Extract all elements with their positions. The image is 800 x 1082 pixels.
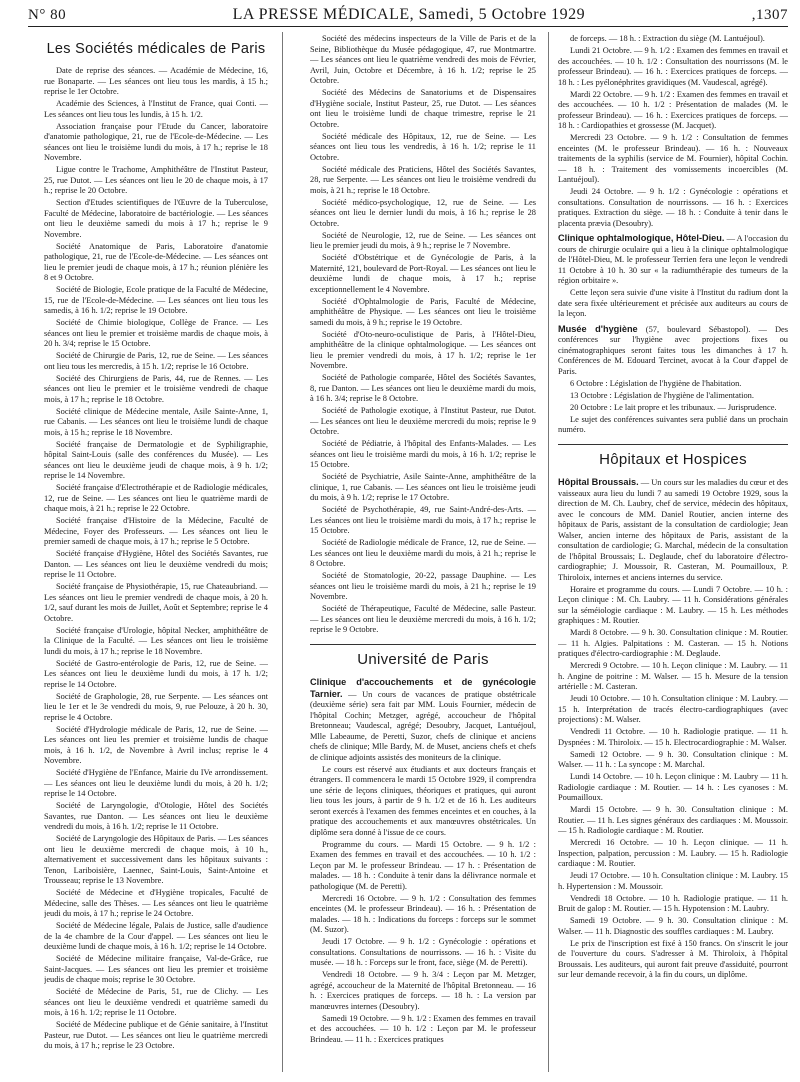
tarnier-heading: Clinique d'accouchements et de gynécologie Tarnier. (310, 677, 536, 699)
ophtalmo-text: — A l'occasion du cours de chirurgie oculaire qui a lieu à la clinique ophtalmologique de l'Hôtel-Dieu, M. le professeur Terrien fera une leçon le vendredi 11 Octobre à 10 h. 30 sur « la radiumthérapie des tumeurs de la région orbitaire ». (558, 234, 788, 285)
paragraph: Société de Thérapeutique, Faculté de Médecine, salle Pasteur. — Les séances ont lieu le deuxième mercredi du mois, à 16 h. 1/2; reprise le 9 Octobre. (310, 604, 536, 634)
paragraph: Société française d'Electrothérapie et de Radiologie médicales, 12, rue de Seine. — Les séances ont lieu le quatrième mardi de chaque mois, à 21 h.; reprise le 22 Octobre. (44, 483, 268, 514)
paragraph: Mercredi 9 Octobre. — 10 h. Leçon clinique : M. Laubry. — 11 h. Angine de poitrine : M. Walser. — 15 h. Mesure de la tension artérielle : M. Casteran. (558, 661, 788, 692)
paragraph: Vendredi 18 Octobre. — 9 h. 3/4 : Leçon par M. Metzger, agrégé, accoucheur de la Maternité de l'hôpital Bretonneau. — 16 h. : Exercices pratiques de forceps. — 18 h. : La version par manœuvres internes (Desoubry). (310, 970, 536, 1011)
paragraph: Société médicale des Hôpitaux, 12, rue de Seine. — Les séances ont lieu tous les vendredis, à 16 h. 1/2; reprise le 11 Octobre. (310, 131, 536, 162)
paragraph: Vendredi 11 Octobre. — 10 h. Radiologie pratique. — 11 h. Dyspnées : M. Thiroloix. — 15 h. Electrocardiographie : M. Walser. (558, 727, 788, 747)
paragraph: Jeudi 17 Octobre. — 10 h. Consultation clinique : M. Laubry. 15 h. Hypertension : M. Moussoir. (558, 871, 788, 891)
paragraph: Société de Psychothérapie, 49, rue Saint-André-des-Arts. — Les séances ont lieu le troisième mardi du mois, à 17 h.; reprise le 15 Octobre. (310, 505, 536, 535)
paragraph: Société française de Dermatologie et de Syphiligraphie, hôpital Saint-Louis (salle des conférences du Musée). — Les séances ont lieu le deuxième jeudi de chaque mois, à 9 h. 1/2; reprise le 14 Novembre. (44, 439, 268, 481)
page-number: ,1307 (751, 6, 788, 23)
paragraph: Mercredi 16 Octobre. — 9 h. 1/2 : Consultation des femmes enceintes (M. le professeur Brindeau). — 16 h. : Présentation de malades. — 18 h. : Indications du forceps : forceps sur le sommet (M. Suzor). (310, 893, 536, 935)
broussais-text: — Un cours sur les maladies du cœur et des vaisseaux aura lieu du lundi 7 au samedi 19 Octobre 1929, sous la direction de M. Ch. Laubry, chef de service, médecin des hôpitaux, avec le concours de MM. Daniel Routier, ancien interne des hôpitaux de Paris, assistant de la consultation de cardiologie; Jean Walser, ancien interne des hôpitaux de Paris, assistant de la consultation de cardiologie; G. Marchal, médecin de la consultation de l'hôpital Broussais; L. Deglaude, chef du laboratoire d'électro-cardiographie; J. Moussoir, R. Casteran, M. Poumailloux, P. Thiroloix, internes et anciens internes du service. (558, 478, 788, 582)
societes-list (44, 66, 268, 1052)
section-heading-universite: Université de Paris (357, 650, 489, 668)
paragraph: Section d'Etudes scientifiques de l'Œuvre de la Tuberculose, Faculté de Médecine, laboratoire de bactériologie. — Les séances ont lieu le deuxième samedi du mois à 17 h.; reprise le 9 Novembre. (44, 198, 268, 239)
paragraph: Société française d'Histoire de la Médecine, Faculté de Médecine, Foyer des Professeurs. — Les séances ont lieu le premier samedi de chaque mois, à 17 h.; reprise le 5 Octobre. (44, 516, 268, 547)
paragraph: Société française de Physiothérapie, 15, rue Chateaubriand. — Les séances ont lieu le premier vendredi de chaque mois, à 20 h. 1/2, sauf durant les mois de Juillet, Août et Septembre; reprise le 4 Octobre. (44, 582, 268, 623)
paragraph: Samedi 19 Octobre. — 9 h. 1/2 : Examen des femmes en travail et des accouchées. — 10 h. 1/2 : Leçon par M. le professeur Brindeau. — 11 h. : Exercices pratiques (310, 1013, 536, 1044)
paragraph: Le cours est réservé aux étudiants et aux docteurs français et étrangers. Il commencera le mardi 15 Octobre 1929, il comprendra une série de leçons cliniques, théoriques et pratiques, qui auront lieu tous les jours, à partir de 9 h. 1/2 et de 16 h. Les auditeurs seront exercés à l'examen des femmes enceintes et en couches, à la pratique des accouchements et aux manœuvres obstétricales. Un diplôme sera donné à l'issue de ce cours. (310, 764, 536, 837)
paragraph: Mardi 8 Octobre. — 9 h. 30. Consultation clinique : M. Routier. — 11 h. Algies. Palpitations : M. Casteran. — 15 h. Notions pratiques d'électro-cardiographie : M. Deglaude. (558, 628, 788, 659)
musee-text: (57, boulevard Sébastopol). — Des conférences sur l'hygiène avec projections fixes ou cinématographiques seront faites tous les dimanches à 17 h. Conférences de M. Edouard Tercinet, avocat à la Cour d'appel de Paris. (558, 324, 788, 376)
tarnier-notice (310, 677, 536, 763)
paragraph: Société de Pédiatrie, à l'hôpital des Enfants-Malades. — Les séances ont lieu le troisième mardi du mois, à 16 h. 1/2; reprise le 15 Octobre. (310, 439, 536, 469)
paragraph: Société de Médecine publique et de Génie sanitaire, à l'Institut Pasteur, rue Dutot. — Les séances ont lieu le quatrième mercredi du mois, à 17 h.; reprise le 23 Octobre. (44, 1020, 268, 1051)
broussais-program (558, 585, 788, 981)
paragraph: Société de Radiologie médicale de France, 12, rue de Seine. — Les séances ont lieu le deuxième mardi du mois, à 21 h.; reprise le 8 Octobre. (310, 538, 536, 568)
paragraph: Société de Chimie biologique, Collège de France. — Les séances ont lieu le premier et troisième mardis de chaque mois, à 20 h. 3/4; reprise le 15 Octobre. (44, 318, 268, 349)
paragraph: Le prix de l'inscription est fixé à 150 francs. On s'inscrit le jour de l'ouverture du cours. S'adresser à M. Thiroloix, à l'hôpital Broussais. Les auditeurs, qui auront fait preuve d'assiduité, pourront sur leur demande recevoir, à la fin du cours, un diplôme. (558, 938, 788, 980)
section-heading-hopitaux: Hôpitaux et Hospices (599, 450, 747, 468)
paragraph: Société de Médecine de Paris, 51, rue de Clichy. — Les séances ont lieu le deuxième vendredi et quatrième samedi du mois, à 16 h. 1/2; reprise le 11 Octobre. (44, 987, 268, 1018)
paragraph: Jeudi 17 Octobre. — 9 h. 1/2 : Gynécologie : opérations et consultations. Consultations de nourrissons. — 16 h. : Visite du musée. — 18 h. : Forceps sur le front, face, siège (M. de Peretti). (310, 937, 536, 968)
paragraph: Société de Médecine militaire française, Val-de-Grâce, rue Saint-Jacques. — Les séances ont lieu les premier et troisième jeudis de chaque mois; reprise le 30 Octobre. (44, 954, 268, 985)
broussais-heading: Hôpital Broussais. (558, 477, 639, 488)
musee-notice (558, 324, 788, 378)
ophtalmo-notice (558, 233, 788, 287)
column-3 (558, 34, 788, 1074)
societes-list-continued (310, 34, 536, 636)
paragraph: Société de Biologie, Ecole pratique de la Faculté de Médecine, 15, rue de l'Ecole-de-Médecine. — Les séances ont lieu tous les samedis, à 16 h. 1/2; reprise le 19 Octobre. (44, 285, 268, 316)
paragraph: Société Anatomique de Paris, Laboratoire d'anatomie pathologique, 21, rue de l'Ecole-de-Médecine. — Les séances ont lieu le premier jeudi de chaque mois, à 17 h.; réunion plénière les 8 et 9 Octobre. (44, 241, 268, 283)
paragraph: Mardi 15 Octobre. — 9 h. 30. Consultation clinique : M. Routier. — 11 h. Les signes généraux des cardiaques : M. Moussoir. — 15 h. Radiologie cardiaque : M. Routier. (558, 805, 788, 836)
paragraph: Samedi 12 Octobre. — 9 h. 30. Consultation clinique : M. Walser. — 11 h. : La syncope : M. Marchal. (558, 749, 788, 770)
paragraph: Jeudi 10 Octobre. — 10 h. Consultation clinique : M. Laubry. — 15 h. Interprétation de tracés électro-cardiographiques (avec projections) : M. Walser. (558, 694, 788, 725)
paragraph: Association française pour l'Etude du Cancer, laboratoire d'anatomie pathologique, 21, rue de l'Ecole-de-Médecine. — Les séances ont lieu le troisième lundi du mois, à 17 h.; reprise le 18 Novembre. (44, 121, 268, 163)
issue-number: N° 80 (28, 6, 67, 23)
paragraph: Vendredi 18 Octobre. — 10 h. Radiologie pratique. — 11 h. Bruit de galop : M. Routier. — 15 h. Hypotension : M. Laubry. (558, 893, 788, 914)
paragraph: Société de Laryngologie, d'Otologie, Hôtel des Sociétés Savantes, rue Danton. — Les séances ont lieu le deuxième vendredi du mois, à 16 h. 1/2; reprise le 11 Octobre. (44, 801, 268, 832)
paragraph: Société de Neurologie, 12, rue de Seine. — Les séances ont lieu le premier jeudi du mois, à 9 h.; reprise le 7 Novembre. (310, 230, 536, 250)
column-divider (282, 32, 283, 1072)
paragraph: Société française d'Urologie, hôpital Necker, amphithéâtre de la Clinique de la Faculté. — Les séances ont lieu le troisième lundi du mois, à 17 h.; reprise le 18 Novembre. (44, 625, 268, 656)
ophtalmo-heading: Clinique ophtalmologique, Hôtel-Dieu. (558, 233, 725, 243)
paragraph: Société médico-psychologique, 12, rue de Seine. — Les séances ont lieu le dernier lundi du mois, à 16 h.; reprise le 28 Octobre. (310, 197, 536, 228)
paragraph: Mardi 22 Octobre. — 9 h. 1/2 : Examen des femmes en travail et des accouchées. — 10 h. 1/2 : Présentation de malades (M. le professeur Brindeau). — 16 h. : Exercices pratiques de forceps. — 18 h. : Cardiopathies et grossesse (M. Jacquet). (558, 89, 788, 130)
paragraph: Société de Graphologie, 28, rue Serpente. — Les séances ont lieu le 1er et le 3e vendredi du mois, 9, rue Pelouze, à 20 h. 30, reprise le 4 Octobre. (44, 691, 268, 722)
section-divider (310, 644, 536, 645)
paragraph: Société médicale des Praticiens, Hôtel des Sociétés Savantes, 28, rue Serpente. — Les séances ont lieu le troisième vendredi du mois, à 21 h.; reprise le 18 Octobre. (310, 164, 536, 195)
column-divider (548, 32, 549, 1072)
paragraph: Ligue contre le Trachome, Amphithéâtre de l'Institut Pasteur, 25, rue Dutot. — Les séances ont lieu le 20 de chaque mois, à 17 h.; reprise le 20 Octobre. (44, 165, 268, 196)
paragraph: Samedi 19 Octobre. — 9 h. 30. Consultation clinique : M. Walser. — 11 h. Diagnostic des souffles cardiaques : M. Laubry. (558, 916, 788, 936)
journal-title: LA PRESSE MÉDICALE, Samedi, 5 Octobre 1929 (232, 6, 586, 23)
paragraph: Société de Psychiatrie, Asile Sainte-Anne, amphithéâtre de la clinique, 1, rue Cabanis. — Les séances ont lieu le troisième jeudi du mois, à 9 h. 1/2; reprise le 17 Octobre. (310, 472, 536, 502)
paragraph: Programme du cours. — Mardi 15 Octobre. — 9 h. 1/2 : Examen des femmes en travail et des accouchées. — 10 h. 1/2 : Leçon par M. le professeur Brindeau. — 17 h. : Présentation de malades. — 18 h. : Conduite à tenir dans la délivrance normale et pathologique (M. de Peretti). (310, 839, 536, 891)
paragraph: 20 Octobre : Le lait propre et les tribunaux. — Jurisprudence. (570, 402, 777, 412)
paragraph: Société d'Oto-neuro-oculistique de Paris, à l'Hôtel-Dieu, amphithéâtre de la clinique ophtalmologique. — Les séances ont lieu le premier vendredi du mois, à 17 h. 1/2; reprise le 1er Novembre. (310, 329, 536, 370)
paragraph: Le sujet des conférences suivantes sera publié dans un prochain numéro. (558, 414, 788, 434)
tarnier-text: — Un cours de vacances de pratique obstétricale (deuxième série) sera fait par MM. Louis Fournier, médecin de l'hôpital Cochin; Metzger, agrégé, accoucheur de l'hôpital Bretonneau; Vaudescal, agrégé; Desoubry, Jacquet, Lantuéjoul, Mlle Labeaume, de Peretti, Suzor, chefs de clinique et anciens chefs de clinique; Mlle Bardy, M. de Muset, anciens chefs et chefs de clinique adjoints assistés des moniteurs de la clinique. (310, 689, 536, 762)
paragraph: Société de Chirurgie de Paris, 12, rue de Seine. — Les séances ont lieu tous les mercredis, à 15 h. 1/2; reprise le 16 Octobre. (44, 351, 268, 371)
paragraph: 13 Octobre : Législation de l'hygiène de l'alimentation. (570, 390, 754, 400)
column-1 (44, 34, 268, 1074)
paragraph: Lundi 14 Octobre. — 10 h. Leçon clinique : M. Laubry — 11 h. Radiologie cardiaque : M. Routier. — 14 h. : Les cyanoses : M. Poumailloux. (558, 772, 788, 803)
paragraph: Société des médecins inspecteurs de la Ville de Paris et de la Seine, Bibliothèque du Musée pédagogique, 47, rue Montmartre. — Les séances ont lieu le quatrième vendredi des mois de Février, Avril, Juin, Octobre et Décembre, à 16 h. 1/2; reprise le 25 Octobre. (310, 34, 536, 85)
paragraph: Société d'Hygiène de l'Enfance, Mairie du IVe arrondissement. — Les séances ont lieu le deuxième lundi du mois, à 20 h. 1/2; reprise le 14 Octobre. (44, 768, 268, 799)
broussais-notice (558, 477, 788, 583)
section-heading-societes: Les Sociétés médicales de Paris (46, 41, 266, 57)
paragraph: 6 Octobre : Législation de l'hygiène de l'habitation. (570, 378, 742, 388)
paragraph: Horaire et programme du cours. — Lundi 7 Octobre. — 10 h. : Leçon clinique : M. Ch. Laubry. — 11 h. Considérations générales sur la séméiologie cardiaque : M. Laubry. — 15 h. Les méthodes graphiques : M. Routier. (558, 584, 788, 626)
paragraph: Société de Pathologie exotique, à l'Institut Pasteur, rue Dutot. — Les séances ont lieu le deuxième mercredi du mois; reprise le 9 Octobre. (310, 406, 536, 436)
paragraph: Société des Chirurgiens de Paris, 44, rue de Rennes. — Les séances ont lieu le premier et le troisième vendredi de chaque mois, à 17 h.; reprise le 18 Octobre. (44, 373, 268, 404)
paragraph: Mercredi 23 Octobre. — 9 h. 1/2 : Consultation de femmes enceintes (M. le professeur Brindeau). — 16 h. : Nouveaux traitements de la syphilis (service de M. Fournier), hôpital Cochin. — 18 h. : Traitement des vomissements incoercibles (M. Lantuéjoul). (558, 133, 788, 184)
column-2 (310, 34, 536, 1074)
ophtalmo-followup: Cette leçon sera suivie d'une visite à l'Institut du radium dont la date sera fixée ultérieurement et précisée aux auditeurs au cours de la leçon. (558, 288, 788, 318)
paragraph: Société d'Hydrologie médicale de Paris, 12, rue de Seine. — Les séances ont lieu les premier et troisième lundis de chaque mois, à 16 h. 1/2, de Novembre à Avril inclus; reprise le 4 Novembre. (44, 724, 268, 766)
section-divider (558, 444, 788, 445)
paragraph: Lundi 21 Octobre. — 9 h. 1/2 : Examen des femmes en travail et des accouchées. — 10 h. 1/2 : Consultation des nourrissons (M. le professeur Brindeau). — 16 h. : Exercices pratiques de forceps. — 18 h. : Les pyélonéphrites gravidiques (M. Vaudescal, agrégé). (558, 46, 788, 87)
paragraph: Société de Gastro-entérologie de Paris, 12, rue de Seine. — Les séances ont lieu le deuxième lundi du mois, à 17 h. 1/2; reprise le 14 Octobre. (44, 658, 268, 689)
page-header (28, 4, 788, 27)
paragraph: Société française d'Hygiène, Hôtel des Sociétés Savantes, rue Danton. — Les séances ont lieu le deuxième vendredi du mois; reprise le 11 Octobre. (44, 549, 268, 580)
musee-schedule (558, 379, 788, 436)
paragraph: Société de Médecine et d'Hygiène tropicales, Faculté de Médecine, salle des Thèses. — Les séances ont lieu le quatrième jeudi du mois, à 17 h.; reprise le 24 Octobre. (44, 888, 268, 919)
paragraph: Société d'Ophtalmologie de Paris, Faculté de Médecine, amphithéâtre de Physique. — Les séances ont lieu le troisième samedi du mois, à 9 h.; reprise le 19 Octobre. (310, 296, 536, 327)
tarnier-program (310, 765, 536, 1046)
paragraph: Société de Médecine légale, Palais de Justice, salle d'audience de la 4e chambre de la Cour d'appel. — Les séances ont lieu le deuxième lundi de chaque mois, à 16 h. 1/2; reprise le 14 Octobre. (44, 921, 268, 952)
paragraph: Mercredi 16 Octobre. — 10 h. Leçon clinique. — 11 h. Inspection, palpation, percussion : M. Laubry. — 15 h. Radiologie cardiaque : M. Routier. (558, 838, 788, 869)
tarnier-program-continued (558, 34, 788, 229)
paragraph: Date de reprise des séances. — Académie de Médecine, 16, rue Bonaparte. — Les séances ont lieu tous les mardis, à 15 h.; reprise le 1er Octobre. (44, 66, 268, 97)
paragraph: Société des Médecins de Sanatoriums et de Dispensaires d'Hygiène sociale, Institut Pasteur, 25, rue Dutot. — Les séances ont lieu le troisième lundi de chaque trimestre, reprise le 21 Octobre. (310, 88, 536, 129)
paragraph: Société de Stomatologie, 20-22, passage Dauphine. — Les séances ont lieu le troisième mardi du mois, à 21 h.; reprise le 19 Novembre. (310, 571, 536, 601)
paragraph: Société d'Obstétrique et de Gynécologie de Paris, à la Maternité, 121, boulevard de Port-Royal. — Les séances ont lieu le deuxième lundi de chaque mois, à 17 h.; reprise exceptionnellement le 4 Novembre. (310, 253, 536, 294)
paragraph: de forceps. — 18 h. : Extraction du siège (M. Lantuéjoul). (570, 34, 765, 43)
paragraph: Société clinique de Médecine mentale, Asile Sainte-Anne, 1, rue Cabanis. — Les séances ont lieu le troisième lundi de chaque mois, à 15 h.; reprise le 18 Novembre. (44, 406, 268, 437)
paragraph: Société de Laryngologie des Hôpitaux de Paris. — Les séances ont lieu le deuxième mercredi de chaque mois, à 10 h., alternativement et successivement dans les hôpitaux suivants : Tenon, Lariboisière, Laennec, Saint-Louis, Saint-Antoine et Trousseau; reprise le 13 Novembre. (44, 834, 268, 886)
musee-heading: Musée d'hygiène (558, 323, 638, 334)
paragraph: Académie des Sciences, à l'Institut de France, quai Conti. — Les séances ont lieu tous les lundis, à 15 h. 1/2. (44, 99, 268, 119)
paragraph: Société de Pathologie comparée, Hôtel des Sociétés Savantes, 8, rue Danton. — Les séances ont lieu le deuxième mardi du mois, à 16 h. 3/4; reprise le 8 Octobre. (310, 373, 536, 403)
paragraph: Jeudi 24 Octobre. — 9 h. 1/2 : Gynécologie : opérations et consultations. Consultation de nourrissons. — 16 h. : Exercices pratiques. Extraction du siège. — 18 h. : Conduite à tenir dans le placenta prævia (Desoubry). (558, 187, 788, 228)
